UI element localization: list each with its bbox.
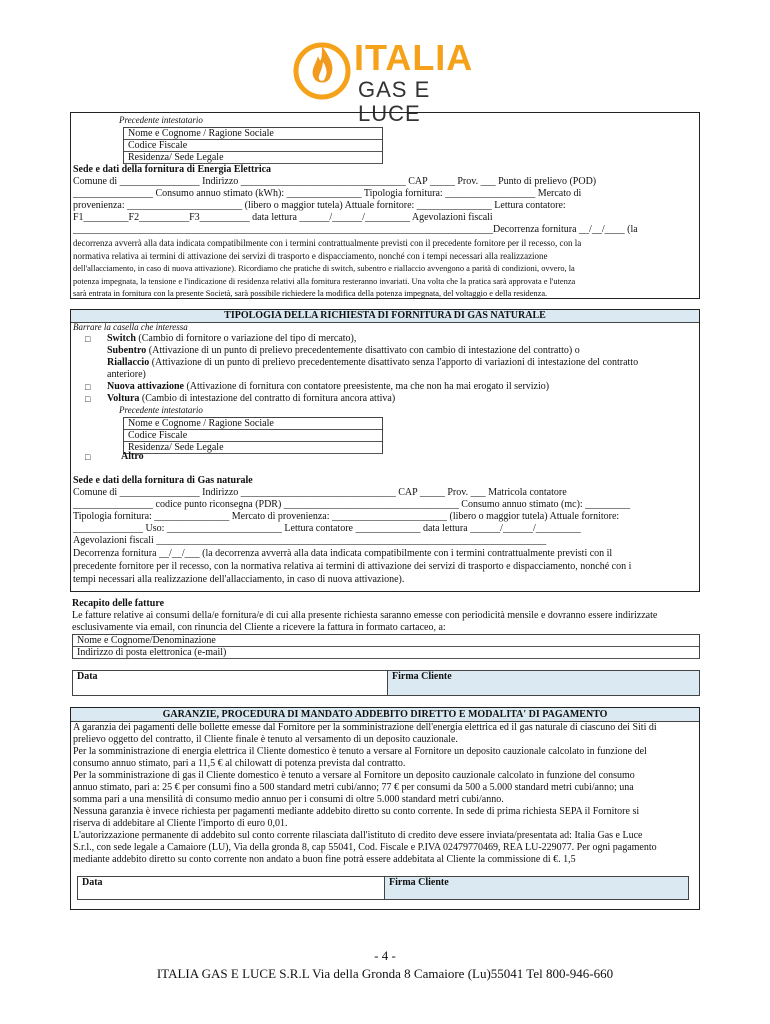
gas-request-title: TIPOLOGIA DELLA RICHIESTA DI FORNITURA DI GAS NATURALE [224, 310, 546, 321]
gas-note-line: precedente fornitore per il recesso, con la normativa relativa ai termini di attivazione dei servizi di trasporto e dispacciamento, nonché con i [73, 561, 632, 572]
flame-logo-icon [292, 36, 356, 102]
section-guarantees [70, 707, 700, 910]
invoices-text-line: esclusivamente via email, con rinuncia del Cliente a ricevere la fattura in formato cartaceo, a: [72, 622, 446, 633]
guarantees-text-line: Per la somministrazione di energia elettrica il Cliente domestico è tenuto a versare al Fornitore un deposito cauzionale calcolato in funzione del [73, 746, 647, 757]
checkbox-instruction: Barrare la casella che interessa [73, 322, 188, 332]
invoice-date-label: Data [77, 671, 98, 682]
electricity-field-line[interactable]: Comune di ________________ Indirizzo _________________________________ CAP _____ Prov. ___ Punto di prelievo (POD) [73, 176, 597, 187]
option-subentro-label: Subentro [107, 345, 147, 356]
guarantees-text-line: somma pari a una mensilità di consumo medio annuo per i consumi di oltre 5.000 standard metri cubi/anno. [73, 794, 504, 805]
electricity-field-line[interactable]: ________________ Consumo annuo stimato (kWh): _______________ Tipologia fornitura: __________________ Mercato di [73, 188, 582, 199]
guarantees-text-line: consumo annuo stimato, pari a 11,5 € al chilowatt di potenza prevista dal contratto. [73, 758, 406, 769]
invoice-email-field[interactable]: Indirizzo di posta elettronica (e-mail) [73, 647, 699, 659]
option-nuova-label: Nuova attivazione [107, 381, 184, 392]
prev-holder-row[interactable]: Nome e Cognome / Ragione Sociale [124, 418, 382, 430]
option-switch-label: Switch [107, 333, 136, 344]
option-voltura-label: Voltura [107, 393, 140, 404]
invoices-title: Recapito delle fatture [72, 598, 165, 609]
guarantees-title: GARANZIE, PROCEDURA DI MANDATO ADDEBITO DIRETTO E MODALITA' DI PAGAMENTO [162, 709, 608, 720]
company-logo [292, 36, 492, 126]
invoice-name-field[interactable]: Nome e Cognome/Denominazione [73, 635, 699, 647]
electricity-note-line: potenza impegnata, la tensione e l'indicazione di residenza relativi alla fornitura resteranno invariati. Una volta che la pratica sarà approvata e l'utenza [73, 277, 576, 286]
option-altro: Altro [121, 451, 144, 462]
guarantees-text-line: riserva di addebitare al Cliente l'importo di euro 0,01. [73, 818, 288, 829]
electricity-note-line: sarà entrata in fornitura con la presente Società, sarà possibile richiedere la modifica della potenza impegnata, del voltaggio e della residenza. [73, 289, 548, 298]
gas-supply-title: Sede e dati della fornitura di Gas naturale [73, 475, 253, 486]
electricity-field-line[interactable]: provenienza: _______________________ (libero o maggior tutela) Attuale fornitore: _______________ Lettura contatore: [73, 200, 566, 211]
prev-holder-table [123, 127, 383, 164]
prev-holder-row[interactable]: Residenza/ Sede Legale [124, 442, 382, 454]
electricity-title: Sede e dati della fornitura di Energia Elettrica [73, 164, 272, 175]
prev-holder-row[interactable]: Codice Fiscale [124, 430, 382, 442]
option-switch-text: (Cambio di fornitore o variazione del tipo di mercato), [135, 333, 357, 344]
gas-field-line[interactable]: ______________ Uso: _______________________ Lettura contatore _____________ data lettura ______/______/_________ [73, 523, 581, 534]
guarantees-text-line: S.r.l., con sede legale a Camaiore (LU), Via della gronda 8, cap 55041, Cod. Fiscale e P.IVA 02479770469, REA LU-229077. Per ogni pagamento [73, 842, 657, 853]
guarantees-text-line: annuo stimato, pari a: 25 € per consumi fino a 500 standard metri cubi/anno; 77 € per consumi da 500 a 5.000 standard metri cubi/anno; una [73, 782, 634, 793]
invoice-signature-label: Firma Cliente [392, 671, 452, 682]
prev-holder-table-gas [123, 417, 383, 454]
gas-note-line[interactable]: Decorrenza fornitura __/__/___ (la decorrenza avverrà alla data indicata compatibilmente con i termini contrattualmente previsti con il [73, 548, 613, 559]
electricity-field-line[interactable]: ____________________________________________________________________________________Decorrenza fornitura __/__/____ (la [73, 224, 638, 235]
guarantees-text-line: Nessuna garanzia è invece richiesta per pagamenti mediante addebito diretto su conto corrente. In sede di prima richiesta SEPA il Fornitore si [73, 806, 640, 817]
guarantees-text-line: prelievo oggetto del contratto, il Cliente finale è tenuto al versamento di un deposito cauzionale. [73, 734, 458, 745]
prev-holder-label-gas: Precedente intestatario [119, 405, 203, 415]
guarantees-text-line: Per la somministrazione di gas il Cliente domestico è tenuto a versare al Fornitore un deposito cauzionale calcolato in funzione del consumo [73, 770, 635, 781]
electricity-note-line: dell'allacciamento, in caso di nuova attivazione). Ricordiamo che pratiche di switch, subentro e riallaccio avvengono a parità di condizioni, ovvero, la [73, 264, 575, 273]
option-riallaccio-cont: anteriore) [107, 369, 146, 380]
option-subentro-text: (Attivazione di un punto di prelievo precedentemente disattivato con cambio di intestazione del contratto) o [146, 345, 580, 356]
invoices-table [72, 634, 700, 659]
option-voltura-text: (Cambio di intestazione del contratto di fornitura ancora attiva) [139, 393, 396, 404]
invoices-text-line: Le fatture relative ai consumi della/e fornitura/e di cui alla presente richiesta saranno emesse con periodicità mensile e dovranno essere indirizzate [72, 610, 658, 621]
option-riallaccio [107, 357, 699, 369]
option-subentro [107, 345, 699, 357]
prev-holder-label: Precedente intestatario [119, 115, 203, 125]
section-electricity [70, 112, 700, 299]
prev-holder-row[interactable]: Nome e Cognome / Ragione Sociale [124, 128, 382, 140]
option-riallaccio-label: Riallaccio [107, 357, 150, 368]
gas-field-line[interactable]: Comune di ________________ Indirizzo _______________________________ CAP _____ Prov. ___ Matricola contatore [73, 487, 567, 498]
electricity-note-line: decorrenza avverrà alla data indicata compatibilmente con i termini contrattualmente previsti con il precedente fornitore per il recesso, con la [73, 238, 582, 248]
option-riallaccio-text: (Attivazione di un punto di prelievo precedentemente disattivato senza l'apporto di variazioni di intestazione del contratto [149, 357, 639, 368]
footer-company: ITALIA GAS E LUCE S.R.L Via della Gronda 8 Camaiore (Lu)55041 Tel 800-946-660 [156, 966, 614, 981]
option-nuova-attivazione [107, 381, 699, 393]
invoice-date-field[interactable] [73, 671, 388, 695]
gas-field-line[interactable]: ________________ codice punto riconsegna (PDR) ___________________________________ Consumo annuo stimato (mc): _________ [73, 499, 631, 510]
checkbox-switch[interactable]: □ [85, 334, 91, 344]
invoice-signature-field[interactable] [388, 671, 699, 695]
guarantees-text-line: A garanzia dei pagamenti delle bollette emesse dal Fornitore per la somministrazione dell'energia elettrica ed il gas naturale di ciascuno dei Siti di [73, 722, 657, 733]
guarantees-title-bar [71, 708, 699, 722]
prev-holder-row[interactable]: Residenza/ Sede Legale [124, 152, 382, 164]
checkbox-altro[interactable]: □ [85, 452, 91, 462]
guarantees-signature-table [77, 876, 689, 900]
logo-brand-top: ITALIA [354, 37, 474, 78]
guarantees-signature-field[interactable] [385, 877, 688, 899]
checkbox-nuova-attivazione[interactable]: □ [85, 382, 91, 392]
checkbox-voltura[interactable]: □ [85, 394, 91, 404]
option-switch [107, 333, 699, 345]
electricity-field-line[interactable]: F1_________F2__________F3__________ data lettura ______/______/_________ Agevolazioni fiscali [73, 212, 493, 223]
logo-brand-bottom: GAS E LUCE [358, 77, 431, 126]
gas-field-line[interactable]: Agevolazioni fiscali ______________________________________________________________________________ [73, 535, 547, 546]
gas-field-line[interactable]: Tipologia fornitura: _______________ Mercato di provenienza: _______________________ (libero o maggior tutela) Attuale fornitore: [73, 511, 620, 522]
gas-note-line: tempi necessari alla realizzazione dell'allacciamento, in caso di nuova attivazione). [73, 574, 405, 585]
option-nuova-text: (Attivazione di fornitura con contatore preesistente, ma che non ha mai erogato il servizio) [183, 381, 550, 392]
section-gas-request [70, 309, 700, 592]
option-voltura [107, 393, 699, 405]
guarantees-text-line: L'autorizzazione permanente di addebito sul conto corrente rilasciata dall'istituto di credito deve essere inviata/presentata ad: Italia Gas e Luce [73, 830, 643, 841]
invoice-signature-table [72, 670, 700, 696]
invoices-section [72, 598, 700, 698]
electricity-note-line: normativa relativa ai termini di attivazione dei servizi di trasporto e dispacciamento, nonché con i tempi necessari alla realizzazione [73, 251, 548, 261]
prev-holder-row[interactable]: Codice Fiscale [124, 140, 382, 152]
guarantees-text-line: mediante addebito diretto su conto corrente non andato a buon fine potrà essere addebitata al Cliente la commissione di €. 1,5 [73, 854, 576, 865]
guarantees-signature-label: Firma Cliente [389, 877, 449, 888]
guarantees-date-field[interactable] [78, 877, 385, 899]
guarantees-date-label: Data [82, 877, 103, 888]
page-number: - 4 - [374, 948, 396, 963]
